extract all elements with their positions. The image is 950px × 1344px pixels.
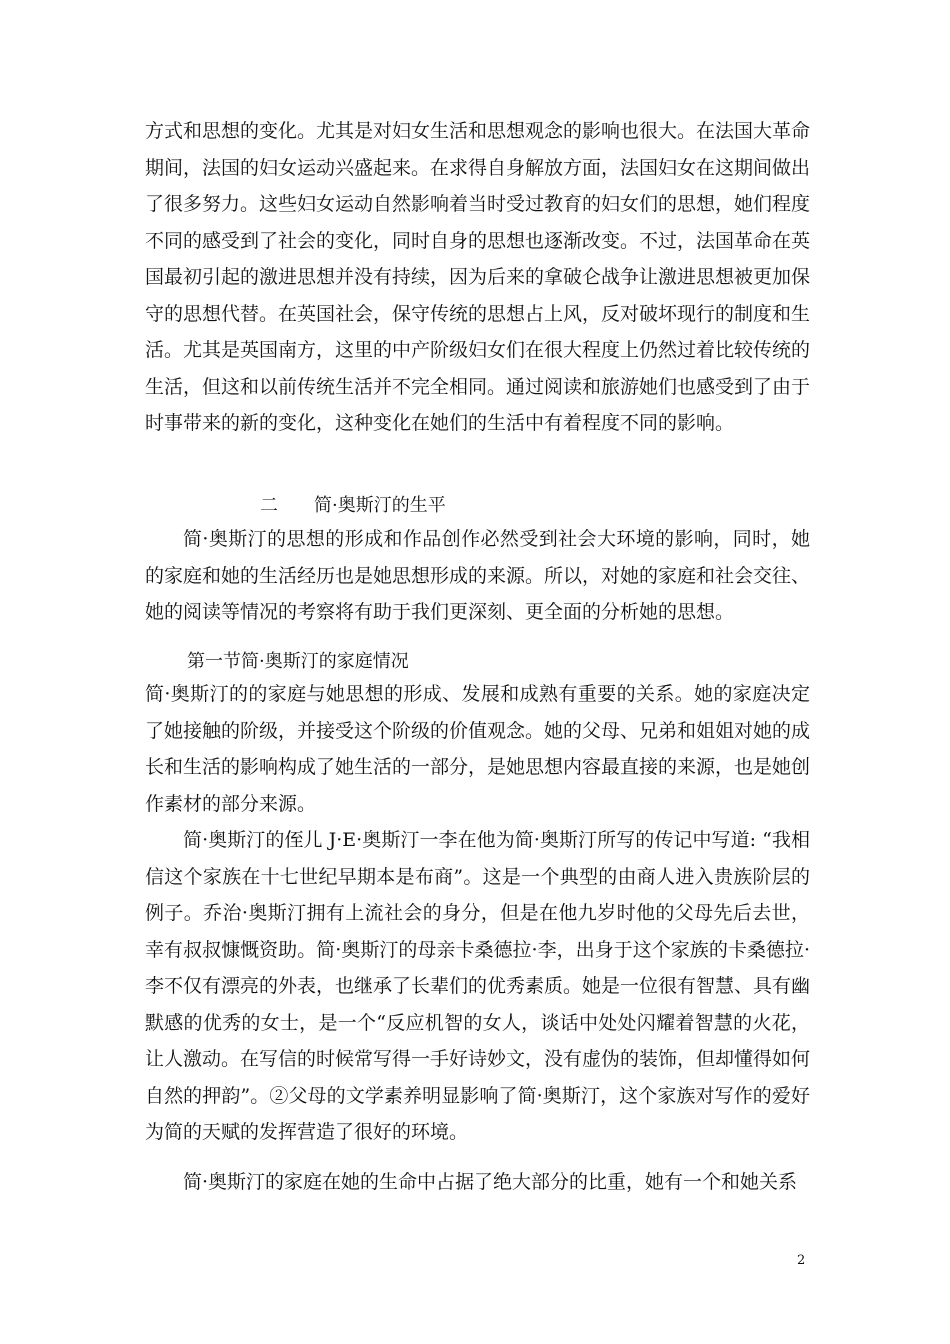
paragraph-intro: 方式和思想的变化。尤其是对妇女生活和思想观念的影响也很大。在法国大革命期间，法国的妇女运动兴盛起来。在求得自身解放方面，法国妇女在这期间做出了很多努力。这些妇女运动自然影响着当时受过教育的妇女们的思想，她们程度不同的感受到了社会的变化，同时自身的思想也逐渐改变。不过，法国革命在英国最初引起的激进思想并没有持续，因为后来的拿破仑战争让激进思想被更加保守的思想代替。在英国社会，保守传统的思想占上风，反对破坏现行的制度和生活。尤其是英国南方，这里的中产阶级妇女们在很大程度上仍然过着比较传统的生活，但这和以前传统生活并不完全相同。通过阅读和旅游她们也感受到了由于时事带来的新的变化，这种变化在她们的生活中有着程度不同的影响。 — [145, 120, 811, 434]
section-heading: 第一节简·奥斯汀的家庭情况 — [187, 651, 409, 672]
chapter-heading: 二 简·奥斯汀的生平 — [260, 495, 446, 516]
paragraph-chapter-intro: 简·奥斯汀的思想的形成和作品创作必然受到社会大环境的影响，同时，她的家庭和她的生活经历也是她思想形成的来源。所以，对她的家庭和社会交往、她的阅读等情况的考察将有助于我们更深刻、更全面的分析她的思想。 — [145, 528, 811, 623]
paragraph-family-history: 简·奥斯汀的侄儿 J·E·奥斯汀一李在他为简·奥斯汀所写的传记中写道: “我相信这个家族在十七世纪早期本是布商”。这是一个典型的由商人进入贵族阶层的例子。乔治·奥斯汀拥有上流社会的身分，但是在他九岁时他的父母先后去世，幸有叔叔慷慨资助。简·奥斯汀的母亲卡桑德拉·李，出身于这个家族的卡桑德拉·李不仅有漂亮的外表，也继承了长辈们的优秀素质。她是一位很有智慧、具有幽默感的优秀的女士，是一个“反应机智的女人，谈话中处处闪耀着智慧的火花，让人激动。在写信的时候常写得一手好诗妙文，没有虚伪的装饰，但却懂得如何自然的押韵”。②父母的文学素养明显影响了简·奥斯汀，这个家族对写作的爱好为简的天赋的发挥营造了很好的环境。 — [145, 829, 811, 1143]
paragraph-family-overview: 简·奥斯汀的的家庭与她思想的形成、发展和成熟有重要的关系。她的家庭决定了她接触的阶级，并接受这个阶级的价值观念。她的父母、兄弟和姐姐对她的成长和生活的影响构成了她生活的一部分，是她思想内容最直接的来源，也是她创作素材的部分来源。 — [145, 683, 811, 815]
page-number: 2 — [797, 1253, 806, 1268]
paragraph-continuation: 简·奥斯汀的家庭在她的生命中占据了绝大部分的比重，她有一个和她关系 — [183, 1171, 798, 1193]
